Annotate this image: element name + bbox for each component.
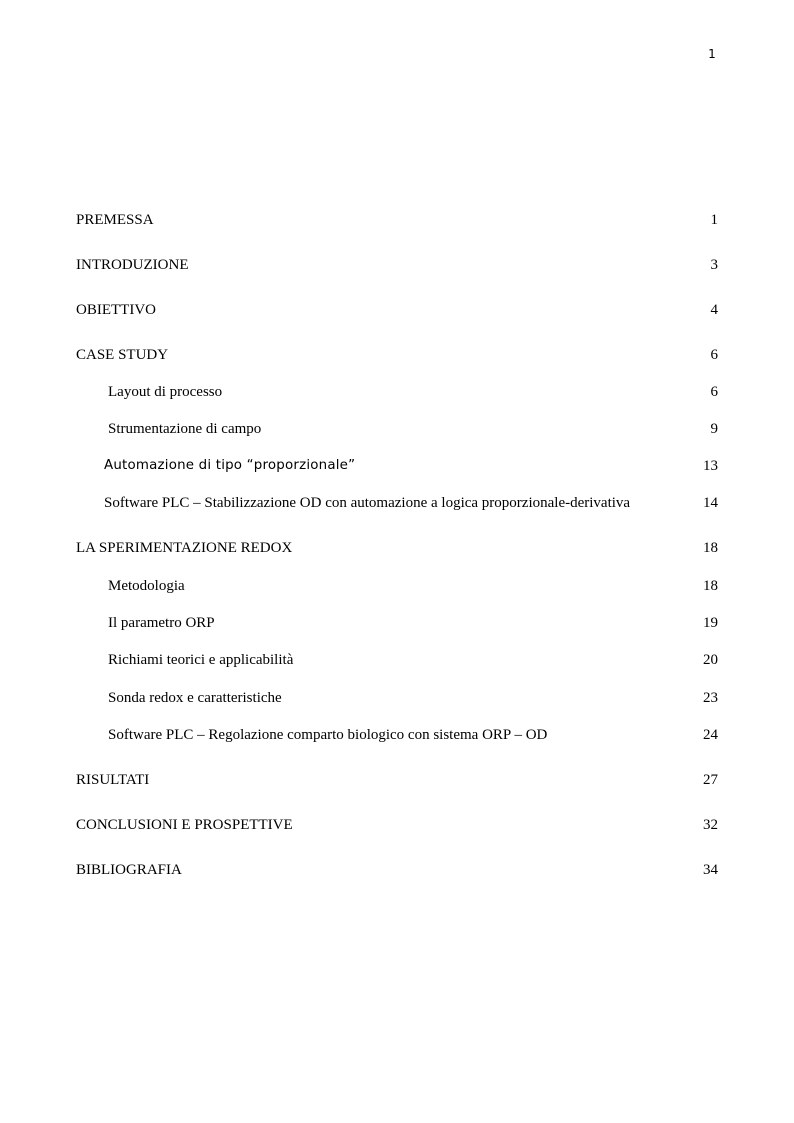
toc-entry-parametro-orp[interactable]	[0, 612, 794, 634]
toc-entry-page: 34	[703, 862, 718, 878]
toc-entry-page: 14	[703, 495, 718, 511]
toc-entry-title: Software PLC – Stabilizzazione OD con automazione a logica proporzionale-derivativa	[104, 495, 631, 511]
toc-entry-sperimentazione-redox[interactable]	[0, 537, 794, 559]
toc-entry-page: 27	[703, 772, 718, 788]
page-number: 1	[708, 47, 716, 61]
toc-entry-case-study[interactable]	[0, 344, 794, 366]
toc-entry-page: 1	[710, 212, 718, 228]
toc-entry-title: LA SPERIMENTAZIONE REDOX	[76, 540, 293, 556]
toc-entry-title: INTRODUZIONE	[76, 257, 189, 273]
toc-entry-title: OBIETTIVO	[76, 302, 156, 318]
toc-entry-title: BIBLIOGRAFIA	[76, 862, 182, 878]
toc-entry-layout-di-processo[interactable]	[0, 381, 794, 403]
toc-entry-page: 4	[710, 302, 718, 318]
toc-entry-title: Software PLC – Regolazione comparto biologico con sistema ORP – OD	[108, 727, 548, 743]
toc-entry-title: PREMESSA	[76, 212, 154, 228]
toc-entry-conclusioni[interactable]	[0, 814, 794, 836]
toc-entry-page: 18	[703, 578, 718, 594]
toc-entry-title: Strumentazione di campo	[108, 421, 262, 437]
toc-entry-premessa[interactable]	[0, 209, 794, 231]
toc-entry-strumentazione-di-campo[interactable]	[0, 418, 794, 440]
toc-entry-page: 3	[710, 257, 718, 273]
toc-entry-title: Layout di processo	[108, 384, 223, 400]
toc-entry-title: RISULTATI	[76, 772, 150, 788]
toc-entry-title: Richiami teorici e applicabilità	[108, 652, 294, 668]
toc-entry-page: 9	[710, 421, 718, 437]
toc-entry-page: 23	[703, 690, 718, 706]
toc-entry-bibliografia[interactable]	[0, 859, 794, 881]
toc-entry-page: 6	[710, 347, 718, 363]
toc-entry-introduzione[interactable]	[0, 254, 794, 276]
toc-entry-metodologia[interactable]	[0, 575, 794, 597]
toc-entry-title: CASE STUDY	[76, 347, 169, 363]
toc-entry-title: CONCLUSIONI E PROSPETTIVE	[76, 817, 293, 833]
toc-entry-software-plc-stabilizzazione[interactable]	[0, 492, 794, 514]
toc-entry-title: Metodologia	[108, 578, 185, 594]
toc-entry-page: 18	[703, 540, 718, 556]
toc-entry-title: Sonda redox e caratteristiche	[108, 690, 282, 706]
toc-entry-page: 6	[710, 384, 718, 400]
toc-entry-title: Il parametro ORP	[108, 615, 215, 631]
toc-entry-obiettivo[interactable]	[0, 299, 794, 321]
toc-entry-automazione-proporzionale[interactable]	[0, 455, 794, 477]
toc-entry-title: Automazione di tipo “proporzionale”	[104, 458, 356, 473]
toc-entry-richiami-teorici[interactable]	[0, 649, 794, 671]
toc-entry-page: 20	[703, 652, 718, 668]
toc-entry-page: 32	[703, 817, 718, 833]
toc-entry-risultati[interactable]	[0, 769, 794, 791]
toc-entry-sonda-redox[interactable]	[0, 687, 794, 709]
toc-entry-page: 24	[703, 727, 718, 743]
toc-entry-page: 19	[703, 615, 718, 631]
toc-entry-software-plc-regolazione[interactable]	[0, 724, 794, 746]
toc-entry-page: 13	[703, 458, 718, 474]
